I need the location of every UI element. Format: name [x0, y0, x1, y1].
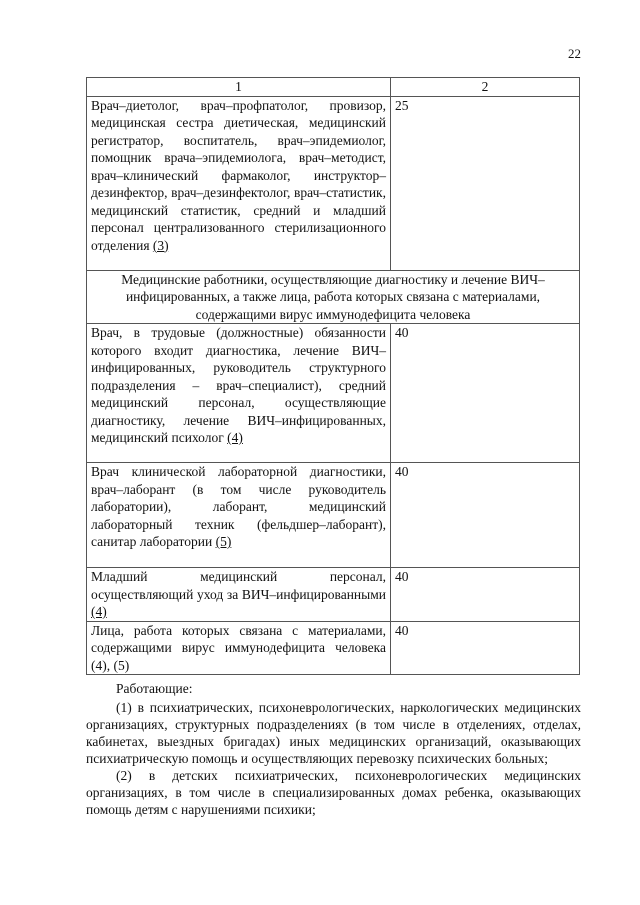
value-cell: 25	[391, 96, 580, 270]
notes-section	[86, 680, 581, 818]
footnote-ref: (4)	[227, 430, 243, 445]
position-text: Лица, работа которых связана с материалами, содержащими вирус иммунодефицита человека (4), (5)	[91, 622, 386, 673]
table-row	[87, 96, 580, 270]
position-cell	[87, 463, 391, 568]
value-cell: 40	[391, 324, 580, 463]
position-cell	[87, 324, 391, 463]
section-row	[87, 270, 580, 324]
position-cell	[87, 96, 391, 270]
note-item: (2) в детских психиатрических, психоневрологических медицинских организациях, в том числе в специализированных домах ребенка, оказывающих помощь детям с нарушениями психики;	[86, 768, 581, 817]
page-number: 22	[568, 46, 581, 61]
position-text: Врач, в трудовые (должностные) обязанности которого входит диагностика, лечение ВИЧ–инфицированных, руководитель структурного подразделения – врач–специалист), средний медицинский персонал, осуществляющие диагностику, лечение ВИЧ–инфицированных, медицинский психолог	[91, 325, 386, 445]
table-header-row	[87, 78, 580, 97]
footnote-ref: (5)	[215, 534, 232, 549]
position-cell	[87, 568, 391, 622]
footnote-ref: (3)	[152, 237, 169, 253]
value-cell: 40	[391, 621, 580, 675]
benefits-table	[86, 77, 580, 675]
footnote-ref: (4)	[91, 604, 107, 619]
table-row	[87, 324, 580, 463]
value-cell: 40	[391, 568, 580, 622]
column-header-1: 1	[87, 78, 391, 97]
table-row	[87, 621, 580, 675]
section-heading: Медицинские работники, осуществляющие диагностику и лечение ВИЧ–инфицированных, а также лица, работа которых связана с материалами, содержащими вирус иммунодефицита человека	[87, 270, 580, 324]
note-item: (1) в психиатрических, психоневрологических, наркологических медицинских организациях, структурных подразделениях (в том числе в отделениях, отделах, кабинетах, выездных бригадах) иных медицинских организаций, оказывающих психиатрическую помощь и осуществляющих перевозку психических больных;	[86, 700, 581, 766]
table-row	[87, 568, 580, 622]
column-header-2: 2	[391, 78, 580, 97]
value-cell: 40	[391, 463, 580, 568]
table-row	[87, 463, 580, 568]
position-text: Младший медицинский персонал, осуществляющий уход за ВИЧ–инфицированными	[91, 569, 386, 602]
position-cell	[87, 621, 391, 675]
position-text: Врач клинической лабораторной диагностики, врач–лаборант (в том числе руководитель лаборатории), лаборант, медицинский лабораторный техник (фельдшер–лаборант), санитар лаборатории	[91, 464, 386, 549]
notes-title: Работающие:	[116, 681, 193, 696]
position-text: Врач–диетолог, врач–профпатолог, провизор, медицинская сестра диетическая, медицинский регистратор, воспитатель, врач–эпидемиолог, помощник врача–эпидемиолога, врач–методист, врач–клинический фармаколог, инструктор–дезинфектор, врач–дезинфектолог, врач–статистик, медицинский статистик, средний и младший персонал централизованного стерилизационного отделения	[91, 97, 386, 253]
